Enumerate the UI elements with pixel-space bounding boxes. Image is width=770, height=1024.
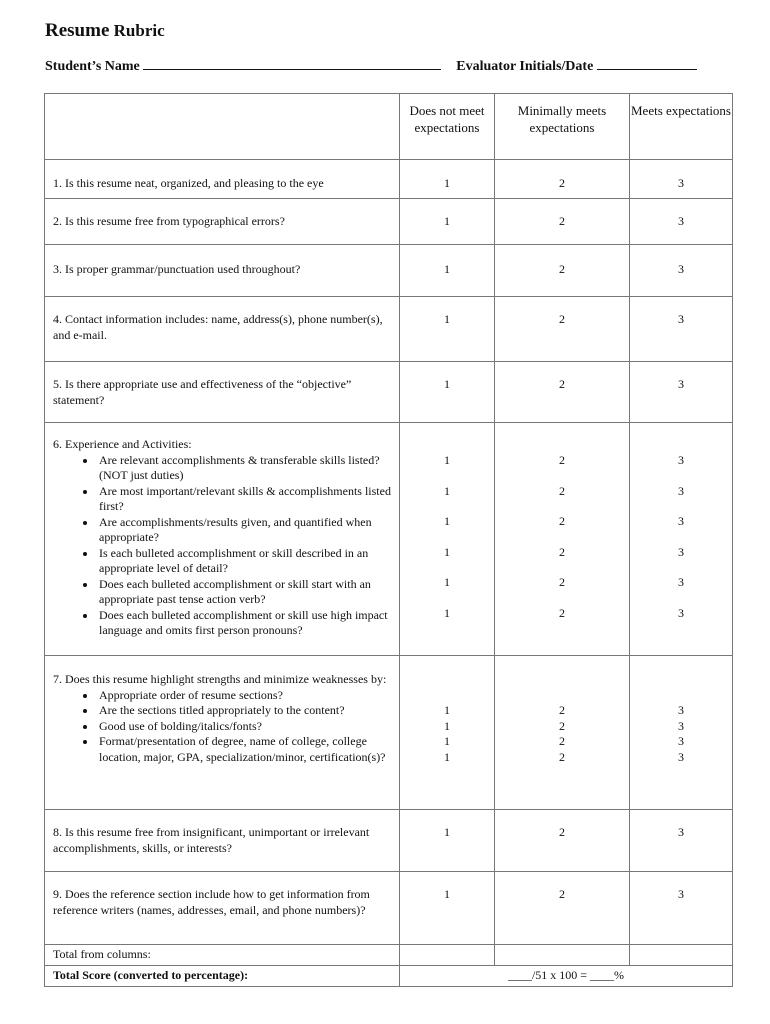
title-word-resume: Resume (45, 20, 110, 41)
table-row (45, 245, 733, 297)
table-row (45, 810, 733, 872)
total-score-row (45, 966, 733, 987)
score-3-cell[interactable]: 3 (678, 483, 684, 498)
table-row (45, 872, 733, 945)
question-heading: 7. Does this resume highlight strengths and minimize weaknesses by: (53, 672, 387, 686)
document-title (45, 20, 165, 42)
list-item: • Are relevant accomplishments & transferable skills listed? (NOT just duties) (97, 453, 391, 484)
total-score-label: Total Score (converted to percentage): (45, 966, 400, 987)
score-3-cell[interactable]: 3 (678, 718, 684, 733)
score-1-cell[interactable]: 1 (400, 362, 495, 423)
score-3-cell[interactable]: 3 (678, 734, 684, 748)
score-3-column (630, 423, 733, 656)
question-cell: 4. Contact information includes: name, address(s), phone number(s), and e-mail. (45, 297, 400, 362)
score-1-cell[interactable]: 1 (444, 483, 450, 498)
total-from-columns-row (45, 945, 733, 966)
score-3-cell[interactable]: 3 (630, 160, 733, 199)
score-3-cell[interactable]: 3 (630, 872, 733, 945)
score-1-cell[interactable]: 1 (400, 160, 495, 199)
score-3-cell[interactable]: 3 (630, 245, 733, 297)
score-2-cell[interactable]: 2 (559, 575, 565, 589)
score-2-cell[interactable]: 2 (559, 749, 565, 764)
score-2-cell[interactable]: 2 (559, 453, 565, 467)
list-item: • Are the sections titled appropriately to the content? (97, 703, 391, 719)
score-3-cell[interactable]: 3 (678, 575, 684, 589)
list-item: • Does each bulleted accomplishment or skill use high impact language and omits first person pronouns? (97, 608, 391, 639)
student-name-field[interactable] (143, 57, 441, 70)
student-name-label: Student’s Name (45, 59, 140, 74)
score-1-cell[interactable]: 1 (400, 297, 495, 362)
score-2-cell[interactable]: 2 (559, 544, 565, 559)
criteria-list (53, 453, 391, 639)
total-column-3-cell[interactable] (630, 945, 733, 966)
score-3-cell[interactable]: 3 (630, 199, 733, 245)
criteria-list (53, 688, 391, 766)
total-column-1-cell[interactable] (400, 945, 495, 966)
score-2-cell[interactable]: 2 (495, 160, 630, 199)
title-word-rubric: Rubric (113, 21, 165, 40)
score-1-cell[interactable]: 1 (444, 749, 450, 764)
score-1-column (400, 656, 495, 810)
evaluator-field[interactable] (597, 57, 697, 70)
rubric-table (44, 93, 733, 987)
question-cell: 5. Is there appropriate use and effectiveness of the “objective” statement? (45, 362, 400, 423)
score-1-cell[interactable]: 1 (400, 872, 495, 945)
score-3-cell[interactable]: 3 (630, 362, 733, 423)
list-item: • Does each bulleted accomplishment or skill start with an appropriate past tense action verb? (97, 577, 391, 608)
question-cell (45, 656, 400, 810)
score-3-cell[interactable]: 3 (630, 297, 733, 362)
score-2-cell[interactable]: 2 (559, 514, 565, 528)
col-header-does-not-meet: Does not meet expectations (400, 94, 495, 160)
score-1-cell[interactable]: 1 (444, 575, 450, 589)
score-1-cell[interactable]: 1 (444, 544, 450, 559)
score-2-cell[interactable]: 2 (559, 734, 565, 748)
score-3-cell[interactable]: 3 (678, 544, 684, 559)
question-cell (45, 423, 400, 656)
score-3-cell[interactable]: 3 (678, 453, 684, 467)
col-header-meets: Meets expectations (630, 94, 733, 160)
total-score-formula[interactable]: ____/51 x 100 = ____% (400, 966, 733, 987)
score-3-cell[interactable]: 3 (678, 514, 684, 528)
list-item: • Format/presentation of degree, name of college, college location, major, GPA, specialization/minor, certification(s)? (97, 734, 391, 765)
question-cell: 1. Is this resume neat, organized, and pleasing to the eye (45, 160, 400, 199)
score-2-cell[interactable]: 2 (559, 605, 565, 620)
table-row (45, 297, 733, 362)
col-header-minimally-meets: Minimally meets expectations (495, 94, 630, 160)
list-item: • Are accomplishments/results given, and quantified when appropriate? (97, 515, 391, 546)
column-header-row (45, 94, 733, 160)
total-from-columns-label: Total from columns: (45, 945, 400, 966)
question-cell: 3. Is proper grammar/punctuation used throughout? (45, 245, 400, 297)
score-3-cell[interactable]: 3 (678, 605, 684, 620)
evaluator-label: Evaluator Initials/Date (456, 59, 594, 74)
score-2-cell[interactable]: 2 (495, 810, 630, 872)
score-3-cell[interactable]: 3 (630, 810, 733, 872)
table-row (45, 199, 733, 245)
score-2-column (495, 423, 630, 656)
list-item: • Is each bulleted accomplishment or skill described in an appropriate level of detail? (97, 546, 391, 577)
name-evaluator-line (45, 57, 735, 75)
list-item: • Are most important/relevant skills & accomplishments listed first? (97, 484, 391, 515)
score-1-cell[interactable]: 1 (400, 245, 495, 297)
score-2-cell[interactable]: 2 (495, 872, 630, 945)
score-1-cell[interactable]: 1 (400, 199, 495, 245)
score-1-cell[interactable]: 1 (444, 703, 450, 717)
score-3-column (630, 656, 733, 810)
question-cell: 9. Does the reference section include how to get information from reference writers (names, addresses, email, and phone numbers)? (45, 872, 400, 945)
score-2-cell[interactable]: 2 (559, 483, 565, 498)
score-2-cell[interactable]: 2 (495, 245, 630, 297)
score-3-cell[interactable]: 3 (678, 703, 684, 717)
score-2-cell[interactable]: 2 (559, 703, 565, 717)
score-1-cell[interactable]: 1 (444, 605, 450, 620)
score-1-cell[interactable]: 1 (444, 514, 450, 528)
question-cell: 8. Is this resume free from insignificant, unimportant or irrelevant accomplishments, skills, or interests? (45, 810, 400, 872)
blank-header-cell (45, 94, 400, 160)
score-1-column (400, 423, 495, 656)
question-heading: 6. Experience and Activities: (53, 437, 192, 451)
table-row (45, 362, 733, 423)
table-row (45, 656, 733, 810)
score-1-cell[interactable]: 1 (444, 734, 450, 748)
table-row (45, 160, 733, 199)
question-cell: 2. Is this resume free from typographical errors? (45, 199, 400, 245)
score-1-cell[interactable]: 1 (400, 810, 495, 872)
score-1-cell[interactable]: 1 (444, 453, 450, 467)
score-3-cell[interactable]: 3 (678, 749, 684, 764)
table-row (45, 423, 733, 656)
score-1-cell[interactable]: 1 (444, 718, 450, 733)
total-column-2-cell[interactable] (495, 945, 630, 966)
list-item: • Good use of bolding/italics/fonts? (97, 719, 391, 735)
score-2-cell[interactable]: 2 (495, 362, 630, 423)
score-2-cell[interactable]: 2 (495, 199, 630, 245)
score-2-column (495, 656, 630, 810)
list-item: • Appropriate order of resume sections? (97, 688, 391, 704)
score-2-cell[interactable]: 2 (495, 297, 630, 362)
score-2-cell[interactable]: 2 (559, 718, 565, 733)
